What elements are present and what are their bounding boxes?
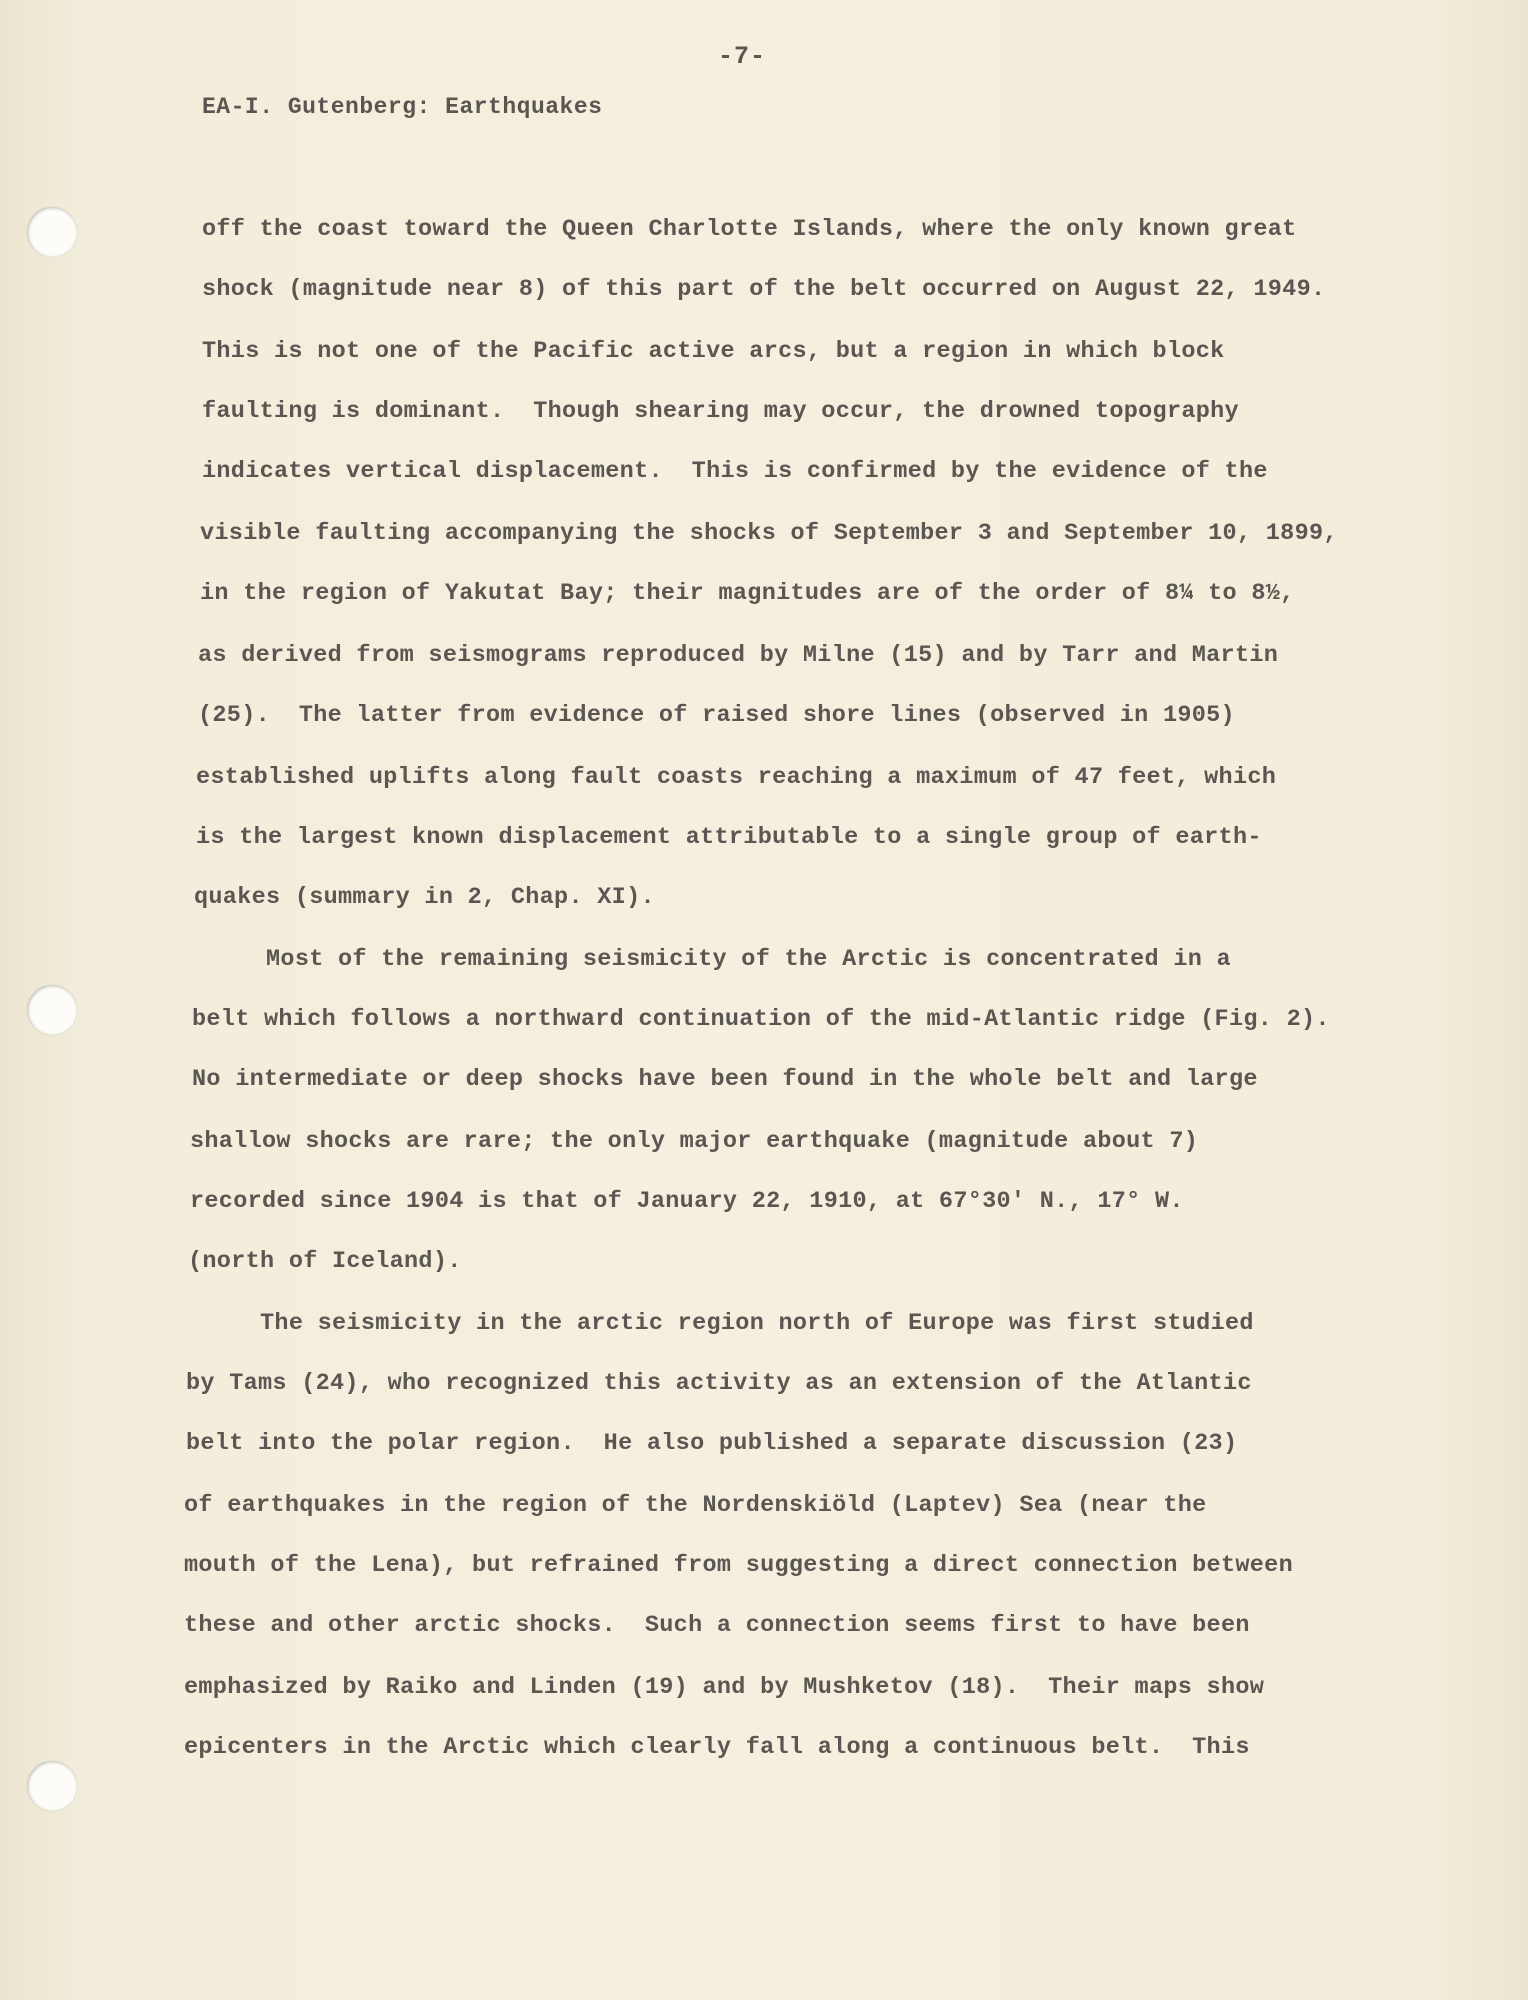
binder-hole-bottom <box>27 1761 77 1811</box>
text-line: belt which follows a northward continuation of the mid-Atlantic ridge (Fig. 2). <box>192 1006 1330 1033</box>
text-line: off the coast toward the Queen Charlotte Islands, where the only known great <box>202 216 1297 243</box>
text-line: This is not one of the Pacific active arcs, but a region in which block <box>202 338 1225 365</box>
text-line: belt into the polar region. He also published a separate discussion (23) <box>186 1430 1238 1457</box>
text-line: (25). The latter from evidence of raised shore lines (observed in 1905) <box>198 702 1235 729</box>
text-line: No intermediate or deep shocks have been found in the whole belt and large <box>192 1066 1258 1093</box>
text-line: is the largest known displacement attributable to a single group of earth- <box>196 824 1262 851</box>
running-head: EA-I. Gutenberg: Earthquakes <box>202 94 603 120</box>
text-line: indicates vertical displacement. This is confirmed by the evidence of the <box>202 458 1268 485</box>
text-line: as derived from seismograms reproduced by Milne (15) and by Tarr and Martin <box>198 642 1279 669</box>
text-line: in the region of Yakutat Bay; their magnitudes are of the order of 8¼ to 8½, <box>200 580 1295 607</box>
text-line: visible faulting accompanying the shocks of September 3 and September 10, 1899, <box>200 520 1338 547</box>
text-line: recorded since 1904 is that of January 22, 1910, at 67°30' N., 17° W. <box>190 1188 1184 1215</box>
text-line: epicenters in the Arctic which clearly fall along a continuous belt. This <box>184 1734 1250 1761</box>
text-line: quakes (summary in 2, Chap. XI). <box>194 884 655 911</box>
text-line: established uplifts along fault coasts reaching a maximum of 47 feet, which <box>196 764 1277 791</box>
text-line: mouth of the Lena), but refrained from suggesting a direct connection between <box>184 1552 1293 1579</box>
text-line: Most of the remaining seismicity of the Arctic is concentrated in a <box>194 946 1231 973</box>
text-line: shallow shocks are rare; the only major earthquake (magnitude about 7) <box>190 1128 1199 1155</box>
text-line: of earthquakes in the region of the Nordenskiöld (Laptev) Sea (near the <box>184 1492 1207 1519</box>
page-number: -7- <box>718 42 767 71</box>
text-line: faulting is dominant. Though shearing may occur, the drowned topography <box>202 398 1239 425</box>
text-line: The seismicity in the arctic region north of Europe was first studied <box>188 1310 1254 1337</box>
text-line: emphasized by Raiko and Linden (19) and by Mushketov (18). Their maps show <box>184 1674 1265 1701</box>
text-line: these and other arctic shocks. Such a connection seems first to have been <box>184 1612 1250 1639</box>
binder-hole-middle <box>27 985 77 1035</box>
text-line: (north of Iceland). <box>188 1248 462 1275</box>
text-line: by Tams (24), who recognized this activity as an extension of the Atlantic <box>186 1370 1252 1397</box>
binder-hole-top <box>27 207 77 257</box>
text-line: shock (magnitude near 8) of this part of the belt occurred on August 22, 1949. <box>202 276 1326 303</box>
